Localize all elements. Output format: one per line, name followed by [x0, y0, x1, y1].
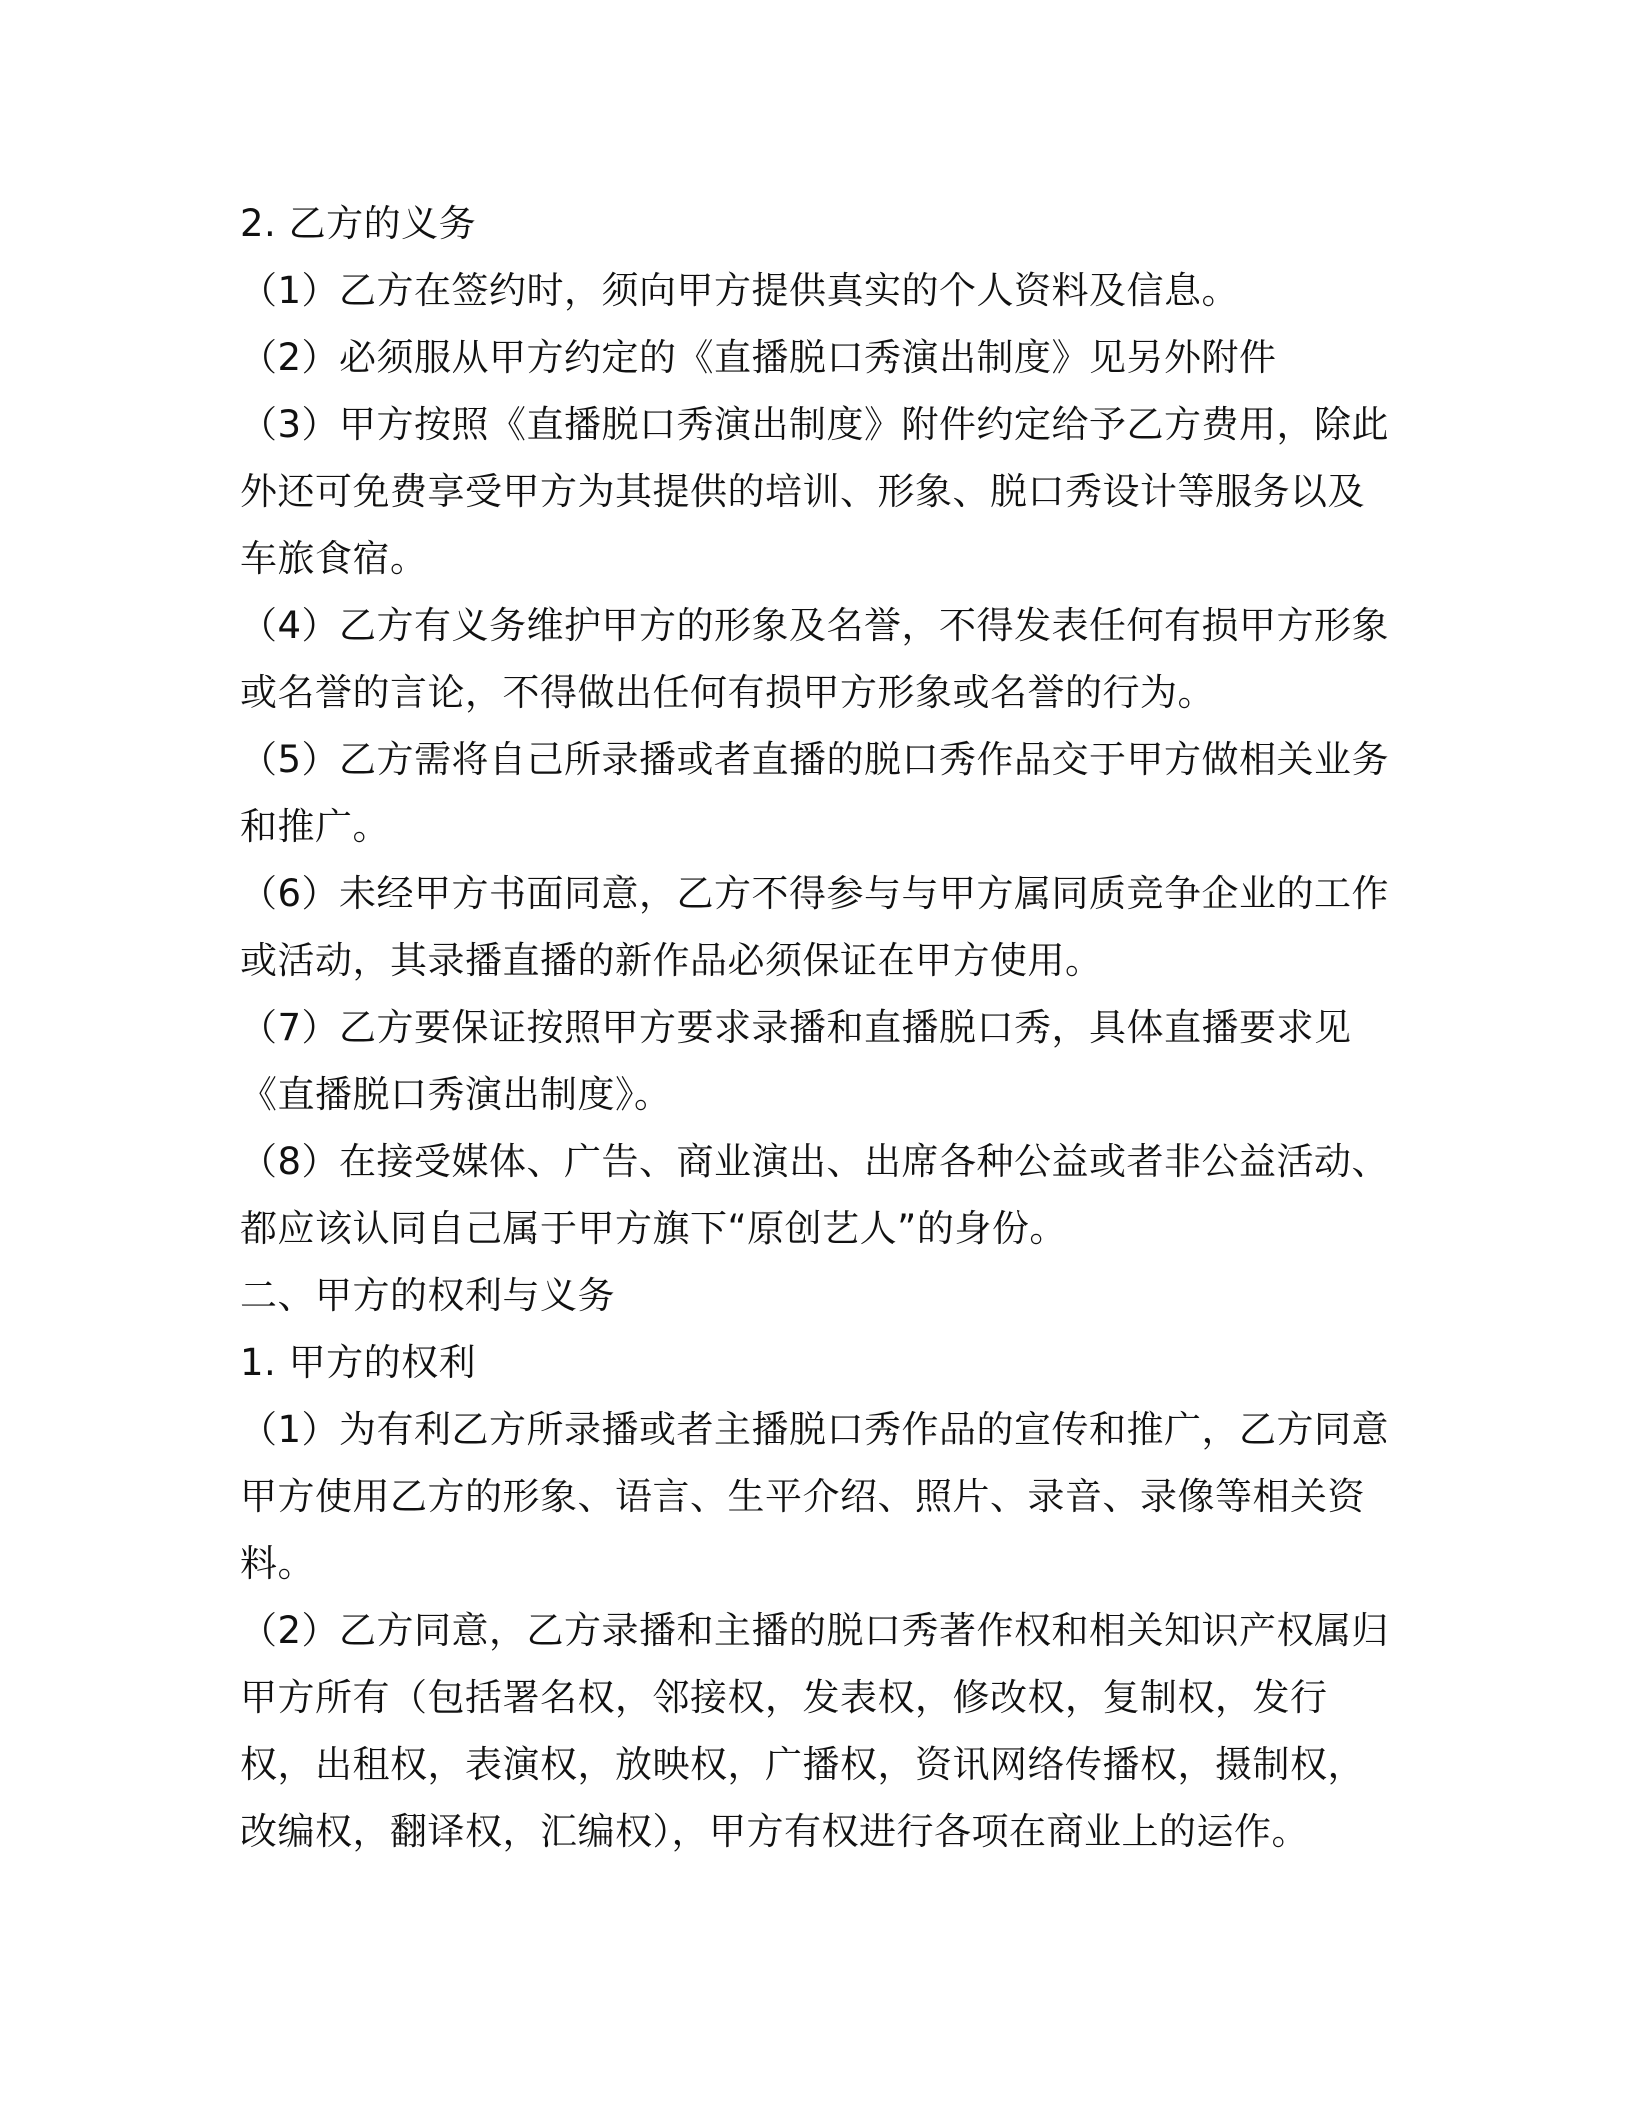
text-line: 甲方所有（包括署名权，邻接权，发表权，修改权，复制权，发行 — [240, 1676, 1328, 1719]
text-line: 外还可免费享受甲方为其提供的培训、形象、脱口秀设计等服务以及 — [240, 470, 1365, 513]
text-line: 料。 — [240, 1542, 315, 1585]
text-line: 权，出租权，表演权，放映权，广播权，资讯网络传播权，摄制权， — [240, 1743, 1365, 1786]
text-line: 都应该认同自己属于甲方旗下“原创艺人”的身份。 — [240, 1207, 1067, 1250]
section-heading: 二、甲方的权利与义务 — [240, 1274, 615, 1317]
section-heading: 2. 乙方的义务 — [240, 202, 477, 245]
document-body — [240, 190, 1390, 1865]
text-line: （8）在接受媒体、广告、商业演出、出席各种公益或者非公益活动、 — [240, 1140, 1390, 1183]
text-line: 或活动，其录播直播的新作品必须保证在甲方使用。 — [240, 939, 1103, 982]
text-line: （3）甲方按照《直播脱口秀演出制度》附件约定给予乙方费用，除此 — [240, 403, 1390, 446]
text-line: （5）乙方需将自己所录播或者直播的脱口秀作品交于甲方做相关业务 — [240, 738, 1390, 781]
text-line: 或名誉的言论，不得做出任何有损甲方形象或名誉的行为。 — [240, 671, 1215, 714]
text-line: （2）乙方同意，乙方录播和主播的脱口秀著作权和相关知识产权属归 — [240, 1609, 1390, 1652]
text-line: （6）未经甲方书面同意，乙方不得参与与甲方属同质竞争企业的工作 — [240, 872, 1390, 915]
text-line: 《直播脱口秀演出制度》。 — [240, 1073, 672, 1116]
text-line: （1）乙方在签约时，须向甲方提供真实的个人资料及信息。 — [240, 269, 1240, 312]
text-line: 改编权，翻译权，汇编权），甲方有权进行各项在商业上的运作。 — [240, 1810, 1309, 1853]
text-line: （4）乙方有义务维护甲方的形象及名誉，不得发表任何有损甲方形象 — [240, 604, 1390, 647]
text-line: 甲方使用乙方的形象、语言、生平介绍、照片、录音、录像等相关资 — [240, 1475, 1365, 1518]
subsection-heading: 1. 甲方的权利 — [240, 1341, 477, 1384]
text-line: 车旅食宿。 — [240, 537, 428, 580]
text-line: （1）为有利乙方所录播或者主播脱口秀作品的宣传和推广，乙方同意 — [240, 1408, 1390, 1451]
text-line: （2）必须服从甲方约定的《直播脱口秀演出制度》见另外附件 — [240, 336, 1277, 379]
text-line: 和推广。 — [240, 805, 390, 848]
text-line: （7）乙方要保证按照甲方要求录播和直播脱口秀，具体直播要求见 — [240, 1006, 1352, 1049]
